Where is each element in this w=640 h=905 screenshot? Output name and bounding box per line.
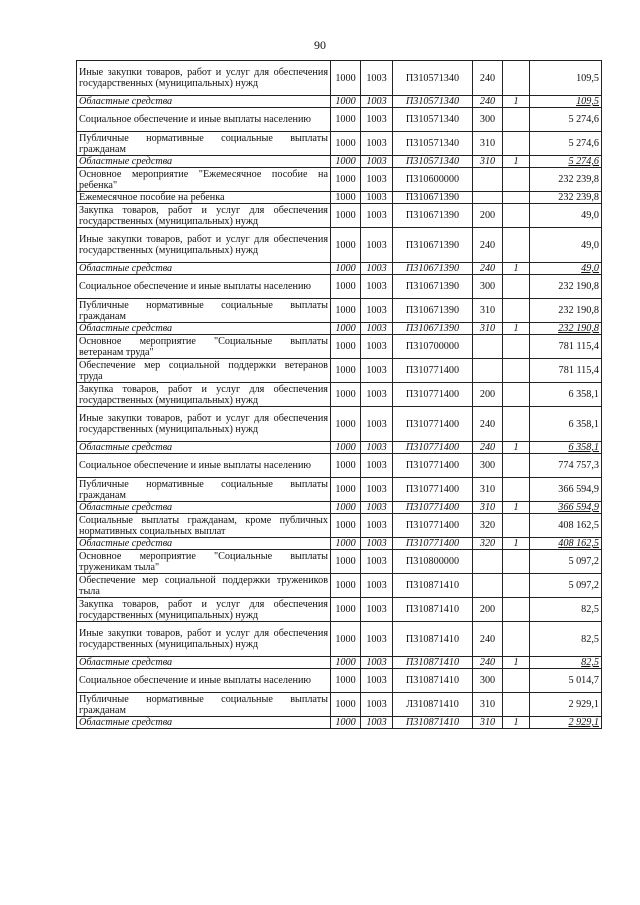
row-expense-type: 240 xyxy=(473,657,503,669)
row-funding-source xyxy=(503,132,530,156)
row-expense-type: 240 xyxy=(473,442,503,454)
row-section: 1000 xyxy=(331,574,361,598)
row-subsection: 1003 xyxy=(361,275,393,299)
row-expense-type: 200 xyxy=(473,204,503,228)
row-expense-type xyxy=(473,550,503,574)
row-section: 1000 xyxy=(331,622,361,657)
row-name: Ежемесячное пособие на ребенка xyxy=(77,192,331,204)
row-section: 1000 xyxy=(331,156,361,168)
row-subsection: 1003 xyxy=(361,478,393,502)
row-section: 1000 xyxy=(331,383,361,407)
row-funding-source: 1 xyxy=(503,156,530,168)
row-amount: 408 162,5 xyxy=(530,514,602,538)
row-section: 1000 xyxy=(331,550,361,574)
row-name: Публичные нормативные социальные выплаты гражданам xyxy=(77,132,331,156)
row-amount: 232 239,8 xyxy=(530,192,602,204)
row-amount: 781 115,4 xyxy=(530,335,602,359)
row-expense-type: 300 xyxy=(473,275,503,299)
row-funding-source: 1 xyxy=(503,263,530,275)
row-target-article: П310871410 xyxy=(393,574,473,598)
row-target-article: П310571340 xyxy=(393,108,473,132)
row-section: 1000 xyxy=(331,61,361,96)
row-amount: 5 274,6 xyxy=(530,132,602,156)
row-subsection: 1003 xyxy=(361,323,393,335)
row-funding-source: 1 xyxy=(503,323,530,335)
row-name: Закупка товаров, работ и услуг для обеспечения государственных (муниципальных) нужд xyxy=(77,204,331,228)
row-funding-source xyxy=(503,383,530,407)
row-expense-type: 300 xyxy=(473,454,503,478)
row-name: Обеспечение мер социальной поддержки ветеранов труда xyxy=(77,359,331,383)
row-funding-source: 1 xyxy=(503,442,530,454)
row-subsection: 1003 xyxy=(361,502,393,514)
row-name: Основное мероприятие "Ежемесячное пособие на ребенка" xyxy=(77,168,331,192)
row-name: Социальные выплаты гражданам, кроме публичных нормативных социальных выплат xyxy=(77,514,331,538)
row-subsection: 1003 xyxy=(361,263,393,275)
table-row xyxy=(77,598,602,622)
row-section: 1000 xyxy=(331,192,361,204)
row-funding-source xyxy=(503,454,530,478)
row-subsection: 1003 xyxy=(361,96,393,108)
row-section: 1000 xyxy=(331,263,361,275)
row-amount: 2 929,1 xyxy=(530,717,602,729)
row-name: Иные закупки товаров, работ и услуг для обеспечения государственных (муниципальных) нужд xyxy=(77,622,331,657)
row-name: Закупка товаров, работ и услуг для обеспечения государственных (муниципальных) нужд xyxy=(77,598,331,622)
row-expense-type xyxy=(473,359,503,383)
row-subsection: 1003 xyxy=(361,598,393,622)
row-amount: 6 358,1 xyxy=(530,383,602,407)
row-name: Иные закупки товаров, работ и услуг для обеспечения государственных (муниципальных) нужд xyxy=(77,61,331,96)
row-section: 1000 xyxy=(331,514,361,538)
row-subsection: 1003 xyxy=(361,693,393,717)
row-expense-type: 240 xyxy=(473,622,503,657)
row-target-article: П310671390 xyxy=(393,275,473,299)
row-amount: 49,0 xyxy=(530,228,602,263)
row-expense-type: 240 xyxy=(473,228,503,263)
table-row xyxy=(77,407,602,442)
row-subsection: 1003 xyxy=(361,299,393,323)
table-row xyxy=(77,669,602,693)
row-target-article: П310871410 xyxy=(393,657,473,669)
row-target-article: П310700000 xyxy=(393,335,473,359)
row-section: 1000 xyxy=(331,442,361,454)
table-row xyxy=(77,335,602,359)
row-amount: 408 162,5 xyxy=(530,538,602,550)
row-expense-type: 200 xyxy=(473,383,503,407)
row-target-article: П310871410 xyxy=(393,717,473,729)
row-section: 1000 xyxy=(331,407,361,442)
row-target-article: П310771400 xyxy=(393,478,473,502)
row-amount: 5 274,6 xyxy=(530,108,602,132)
row-target-article: П310571340 xyxy=(393,61,473,96)
row-funding-source xyxy=(503,168,530,192)
row-subsection: 1003 xyxy=(361,657,393,669)
row-target-article: П310571340 xyxy=(393,132,473,156)
row-target-article: П310771400 xyxy=(393,442,473,454)
row-funding-source: 1 xyxy=(503,502,530,514)
table-row xyxy=(77,359,602,383)
row-target-article: П310571340 xyxy=(393,96,473,108)
table-row xyxy=(77,383,602,407)
row-amount: 5 097,2 xyxy=(530,574,602,598)
row-target-article: П310871410 xyxy=(393,622,473,657)
row-section: 1000 xyxy=(331,693,361,717)
row-expense-type: 310 xyxy=(473,693,503,717)
row-amount: 366 594,9 xyxy=(530,478,602,502)
row-section: 1000 xyxy=(331,132,361,156)
row-section: 1000 xyxy=(331,669,361,693)
budget-table-body xyxy=(77,61,602,729)
row-amount: 5 274,6 xyxy=(530,156,602,168)
row-target-article: П310771400 xyxy=(393,454,473,478)
row-name: Публичные нормативные социальные выплаты гражданам xyxy=(77,478,331,502)
row-subsection: 1003 xyxy=(361,442,393,454)
row-funding-source xyxy=(503,550,530,574)
row-funding-source xyxy=(503,514,530,538)
row-funding-source xyxy=(503,407,530,442)
row-section: 1000 xyxy=(331,502,361,514)
row-expense-type: 310 xyxy=(473,717,503,729)
row-target-article: П310571340 xyxy=(393,156,473,168)
table-row xyxy=(77,108,602,132)
row-subsection: 1003 xyxy=(361,156,393,168)
row-section: 1000 xyxy=(331,228,361,263)
row-amount: 5 097,2 xyxy=(530,550,602,574)
row-section: 1000 xyxy=(331,335,361,359)
row-subsection: 1003 xyxy=(361,61,393,96)
row-name: Областные средства xyxy=(77,717,331,729)
row-subsection: 1003 xyxy=(361,514,393,538)
row-target-article: П310671390 xyxy=(393,192,473,204)
row-expense-type: 200 xyxy=(473,598,503,622)
table-row xyxy=(77,550,602,574)
table-row xyxy=(77,61,602,96)
table-row xyxy=(77,622,602,657)
row-name: Закупка товаров, работ и услуг для обеспечения государственных (муниципальных) нужд xyxy=(77,383,331,407)
row-funding-source xyxy=(503,669,530,693)
row-section: 1000 xyxy=(331,359,361,383)
table-row-regional-funds xyxy=(77,657,602,669)
table-row xyxy=(77,478,602,502)
row-subsection: 1003 xyxy=(361,335,393,359)
row-target-article: П310671390 xyxy=(393,263,473,275)
table-row xyxy=(77,514,602,538)
row-expense-type xyxy=(473,168,503,192)
row-subsection: 1003 xyxy=(361,669,393,693)
row-expense-type: 320 xyxy=(473,538,503,550)
row-section: 1000 xyxy=(331,299,361,323)
row-subsection: 1003 xyxy=(361,538,393,550)
row-name: Иные закупки товаров, работ и услуг для обеспечения государственных (муниципальных) нужд xyxy=(77,407,331,442)
row-subsection: 1003 xyxy=(361,192,393,204)
row-subsection: 1003 xyxy=(361,454,393,478)
row-section: 1000 xyxy=(331,478,361,502)
row-amount: 774 757,3 xyxy=(530,454,602,478)
table-row-regional-funds xyxy=(77,538,602,550)
row-funding-source xyxy=(503,598,530,622)
row-target-article: П310671390 xyxy=(393,299,473,323)
row-funding-source xyxy=(503,335,530,359)
row-name: Основное мероприятие "Социальные выплаты труженикам тыла" xyxy=(77,550,331,574)
row-name: Иные закупки товаров, работ и услуг для обеспечения государственных (муниципальных) нужд xyxy=(77,228,331,263)
row-expense-type: 310 xyxy=(473,156,503,168)
table-row xyxy=(77,132,602,156)
row-expense-type: 310 xyxy=(473,132,503,156)
row-subsection: 1003 xyxy=(361,108,393,132)
row-expense-type xyxy=(473,192,503,204)
row-expense-type: 310 xyxy=(473,502,503,514)
table-row xyxy=(77,299,602,323)
row-target-article: П310771400 xyxy=(393,383,473,407)
row-section: 1000 xyxy=(331,538,361,550)
row-funding-source xyxy=(503,204,530,228)
row-funding-source xyxy=(503,622,530,657)
row-target-article: П310871410 xyxy=(393,669,473,693)
row-expense-type: 240 xyxy=(473,96,503,108)
row-amount: 82,5 xyxy=(530,622,602,657)
row-target-article: П310771400 xyxy=(393,502,473,514)
row-funding-source xyxy=(503,108,530,132)
row-expense-type: 310 xyxy=(473,323,503,335)
row-expense-type: 240 xyxy=(473,61,503,96)
row-target-article: П310771400 xyxy=(393,538,473,550)
row-section: 1000 xyxy=(331,168,361,192)
table-row-regional-funds xyxy=(77,323,602,335)
row-name: Областные средства xyxy=(77,502,331,514)
row-name: Публичные нормативные социальные выплаты гражданам xyxy=(77,693,331,717)
row-name: Областные средства xyxy=(77,538,331,550)
row-subsection: 1003 xyxy=(361,717,393,729)
row-amount: 781 115,4 xyxy=(530,359,602,383)
table-row xyxy=(77,192,602,204)
row-name: Областные средства xyxy=(77,96,331,108)
table-row xyxy=(77,574,602,598)
row-amount: 82,5 xyxy=(530,657,602,669)
budget-table xyxy=(76,60,602,729)
row-target-article: П310771400 xyxy=(393,359,473,383)
row-subsection: 1003 xyxy=(361,574,393,598)
row-name: Основное мероприятие "Социальные выплаты ветеранам труда" xyxy=(77,335,331,359)
row-funding-source xyxy=(503,228,530,263)
row-target-article: П310671390 xyxy=(393,228,473,263)
table-row xyxy=(77,204,602,228)
row-subsection: 1003 xyxy=(361,407,393,442)
row-expense-type: 310 xyxy=(473,478,503,502)
row-name: Областные средства xyxy=(77,442,331,454)
row-funding-source: 1 xyxy=(503,96,530,108)
row-amount: 5 014,7 xyxy=(530,669,602,693)
row-name: Областные средства xyxy=(77,156,331,168)
row-target-article: П310671390 xyxy=(393,204,473,228)
row-expense-type: 300 xyxy=(473,108,503,132)
row-subsection: 1003 xyxy=(361,550,393,574)
row-subsection: 1003 xyxy=(361,622,393,657)
row-amount: 49,0 xyxy=(530,263,602,275)
table-row xyxy=(77,168,602,192)
row-name: Социальное обеспечение и иные выплаты населению xyxy=(77,669,331,693)
row-target-article: П310871410 xyxy=(393,598,473,622)
row-section: 1000 xyxy=(331,717,361,729)
row-target-article: П310771400 xyxy=(393,514,473,538)
row-amount: 109,5 xyxy=(530,61,602,96)
row-expense-type xyxy=(473,335,503,359)
row-funding-source: 1 xyxy=(503,657,530,669)
row-subsection: 1003 xyxy=(361,228,393,263)
row-target-article: П310771400 xyxy=(393,407,473,442)
row-name: Социальное обеспечение и иные выплаты населению xyxy=(77,275,331,299)
row-amount: 232 190,8 xyxy=(530,299,602,323)
row-funding-source xyxy=(503,192,530,204)
row-section: 1000 xyxy=(331,323,361,335)
row-name: Публичные нормативные социальные выплаты гражданам xyxy=(77,299,331,323)
table-row xyxy=(77,454,602,478)
table-row-regional-funds xyxy=(77,717,602,729)
row-subsection: 1003 xyxy=(361,359,393,383)
row-funding-source xyxy=(503,299,530,323)
row-funding-source xyxy=(503,359,530,383)
row-name: Обеспечение мер социальной поддержки тружеников тыла xyxy=(77,574,331,598)
row-expense-type: 300 xyxy=(473,669,503,693)
row-funding-source xyxy=(503,693,530,717)
row-section: 1000 xyxy=(331,598,361,622)
row-expense-type: 310 xyxy=(473,299,503,323)
row-amount: 49,0 xyxy=(530,204,602,228)
row-funding-source xyxy=(503,61,530,96)
row-subsection: 1003 xyxy=(361,204,393,228)
row-section: 1000 xyxy=(331,657,361,669)
table-row-regional-funds xyxy=(77,263,602,275)
row-amount: 6 358,1 xyxy=(530,442,602,454)
row-section: 1000 xyxy=(331,275,361,299)
table-row xyxy=(77,275,602,299)
page-number: 90 xyxy=(314,38,326,52)
row-amount: 232 190,8 xyxy=(530,275,602,299)
row-amount: 109,5 xyxy=(530,96,602,108)
table-row-regional-funds xyxy=(77,442,602,454)
row-section: 1000 xyxy=(331,454,361,478)
table-row xyxy=(77,228,602,263)
table-row-regional-funds xyxy=(77,502,602,514)
row-target-article: П310671390 xyxy=(393,323,473,335)
row-subsection: 1003 xyxy=(361,132,393,156)
row-subsection: 1003 xyxy=(361,383,393,407)
row-name: Социальное обеспечение и иные выплаты населению xyxy=(77,108,331,132)
row-funding-source xyxy=(503,478,530,502)
table-row xyxy=(77,693,602,717)
row-expense-type: 240 xyxy=(473,407,503,442)
row-expense-type: 320 xyxy=(473,514,503,538)
row-amount: 232 190,8 xyxy=(530,323,602,335)
row-target-article: П310800000 xyxy=(393,550,473,574)
row-funding-source xyxy=(503,574,530,598)
row-name: Областные средства xyxy=(77,657,331,669)
row-funding-source: 1 xyxy=(503,538,530,550)
row-amount: 82,5 xyxy=(530,598,602,622)
row-funding-source: 1 xyxy=(503,717,530,729)
row-name: Социальное обеспечение и иные выплаты населению xyxy=(77,454,331,478)
row-amount: 366 594,9 xyxy=(530,502,602,514)
row-subsection: 1003 xyxy=(361,168,393,192)
row-amount: 6 358,1 xyxy=(530,407,602,442)
table-row-regional-funds xyxy=(77,156,602,168)
row-name: Областные средства xyxy=(77,263,331,275)
row-funding-source xyxy=(503,275,530,299)
row-section: 1000 xyxy=(331,108,361,132)
row-amount: 2 929,1 xyxy=(530,693,602,717)
table-row-regional-funds xyxy=(77,96,602,108)
row-expense-type: 240 xyxy=(473,263,503,275)
row-amount: 232 239,8 xyxy=(530,168,602,192)
row-section: 1000 xyxy=(331,96,361,108)
row-section: 1000 xyxy=(331,204,361,228)
row-target-article: П310600000 xyxy=(393,168,473,192)
row-expense-type xyxy=(473,574,503,598)
row-name: Областные средства xyxy=(77,323,331,335)
row-target-article: Л310871410 xyxy=(393,693,473,717)
